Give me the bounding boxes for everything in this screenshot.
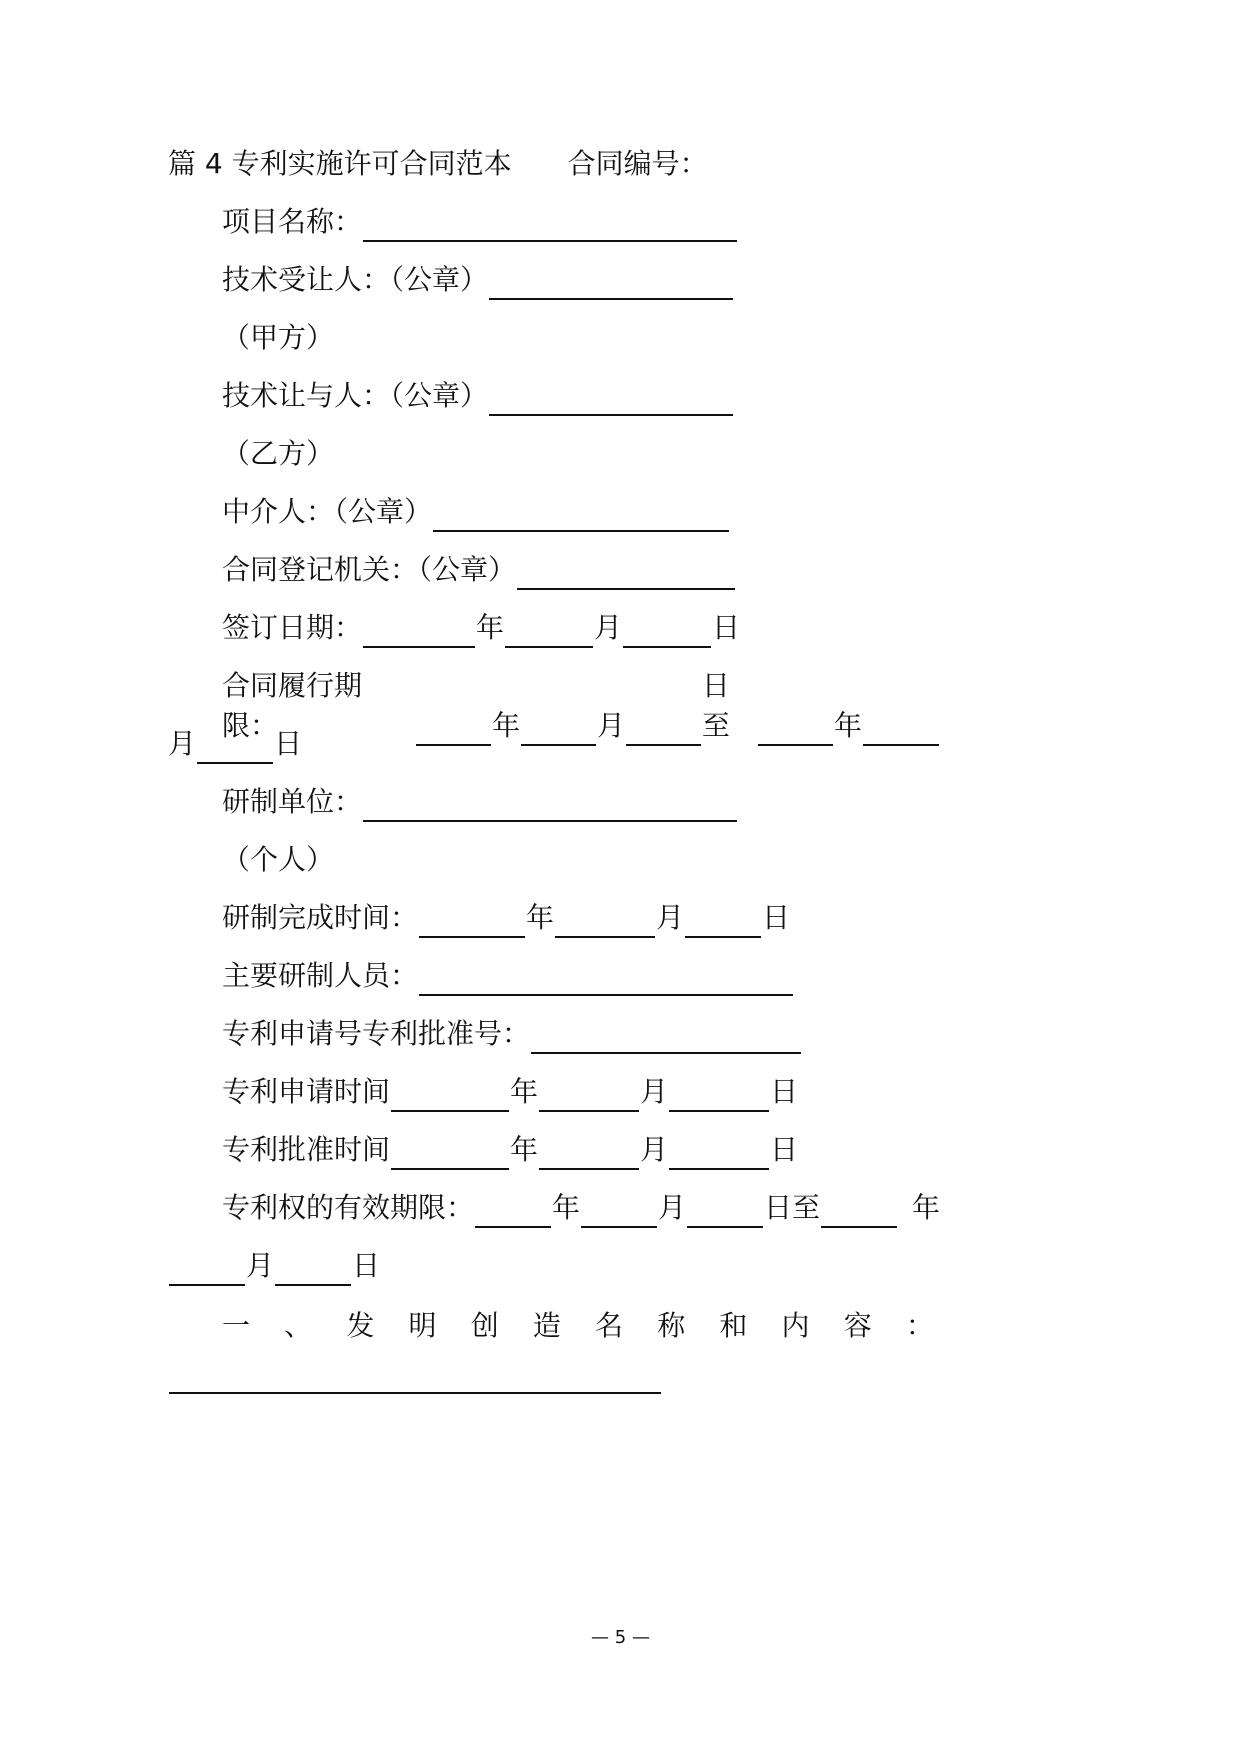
section-1-char: 造 <box>532 1309 561 1342</box>
dev-unit-blank[interactable] <box>363 792 737 822</box>
section-1-blank-row <box>168 1364 662 1394</box>
year-label: 年 <box>911 1191 940 1224</box>
term-end-day-blank[interactable] <box>197 734 273 764</box>
validity-end-day-blank[interactable] <box>275 1256 351 1286</box>
term-row <box>222 666 940 746</box>
individual-label: （个人） <box>222 843 335 876</box>
section-1-char: 明 <box>408 1309 437 1342</box>
transferee-blank[interactable] <box>489 270 733 300</box>
section-1-char: ： <box>905 1309 934 1342</box>
year-label: 年 <box>510 1133 539 1166</box>
patent-apply-row <box>222 1072 798 1112</box>
month-label: 月 <box>246 1249 275 1282</box>
year-label: 年 <box>476 611 505 644</box>
day-label: 日 <box>352 1249 381 1282</box>
term-start-year-blank[interactable] <box>416 716 491 746</box>
section-1-char: 一 <box>222 1309 251 1342</box>
main-dev-label: 主要研制人员： <box>222 959 419 992</box>
dev-unit-label: 研制单位： <box>222 785 363 818</box>
patent-apply-day-blank[interactable] <box>669 1082 769 1112</box>
section-1-char: 发 <box>346 1309 375 1342</box>
month-label: 月 <box>640 1133 669 1166</box>
heading-contract-number-label: 合同编号： <box>567 147 708 180</box>
patent-grant-year-blank[interactable] <box>391 1140 509 1170</box>
party-b-row <box>222 434 334 474</box>
dev-unit-row <box>222 782 738 822</box>
month-label: 月 <box>168 727 197 760</box>
validity-row-continued <box>168 1246 380 1286</box>
intermediary-row <box>222 492 730 532</box>
section-1-char: 创 <box>470 1309 499 1342</box>
registration-blank[interactable] <box>517 560 735 590</box>
page-number: — 5 — <box>591 1627 650 1648</box>
patent-number-blank[interactable] <box>531 1024 801 1054</box>
day-to-label: 日至 <box>764 1191 821 1224</box>
transferee-label: 技术受让人：（公章） <box>222 263 489 296</box>
project-name-label: 项目名称： <box>222 205 363 238</box>
patent-number-label: 专利申请号专利批准号： <box>222 1017 531 1050</box>
term-end-month-blank[interactable] <box>863 716 939 746</box>
validity-end-year-blank[interactable] <box>821 1198 897 1228</box>
party-a-label: （甲方） <box>222 321 335 354</box>
year-label: 年 <box>526 901 555 934</box>
sign-date-row <box>222 608 740 648</box>
term-label: 合同履行期限： <box>222 669 363 742</box>
section-1-blank[interactable] <box>169 1364 661 1394</box>
document-heading <box>168 144 708 184</box>
validity-start-year-blank[interactable] <box>475 1198 551 1228</box>
section-1-char: 和 <box>719 1309 748 1342</box>
day-label: 日 <box>274 727 303 760</box>
year-label: 年 <box>833 709 862 742</box>
validity-start-day-blank[interactable] <box>687 1198 763 1228</box>
heading-title: 篇 4 专利实施许可合同范本 <box>168 147 512 180</box>
individual-row <box>222 840 334 880</box>
day-to-label: 日至 <box>701 669 730 742</box>
patent-grant-day-blank[interactable] <box>669 1140 769 1170</box>
validity-label: 专利权的有效期限： <box>222 1191 475 1224</box>
dev-complete-row <box>222 898 790 938</box>
patent-grant-row <box>222 1130 798 1170</box>
sign-month-blank[interactable] <box>505 618 593 648</box>
section-1-char: 名 <box>595 1309 624 1342</box>
patent-grant-label: 专利批准时间 <box>222 1133 391 1166</box>
patent-apply-label: 专利申请时间 <box>222 1075 391 1108</box>
registration-label: 合同登记机关：（公章） <box>222 553 517 586</box>
section-1-char: 内 <box>781 1309 810 1342</box>
term-start-month-blank[interactable] <box>521 716 596 746</box>
transferor-row <box>222 376 734 416</box>
patent-apply-month-blank[interactable] <box>539 1082 639 1112</box>
registration-row <box>222 550 736 590</box>
party-a-row <box>222 318 334 358</box>
validity-row <box>222 1188 940 1228</box>
patent-number-row <box>222 1014 802 1054</box>
main-dev-blank[interactable] <box>419 966 793 996</box>
intermediary-blank[interactable] <box>433 502 729 532</box>
dev-complete-label: 研制完成时间： <box>222 901 419 934</box>
transferor-label: 技术让与人：（公章） <box>222 379 489 412</box>
sign-day-blank[interactable] <box>623 618 711 648</box>
validity-end-month-blank[interactable] <box>169 1256 245 1286</box>
project-name-row <box>222 202 738 242</box>
party-b-label: （乙方） <box>222 437 335 470</box>
transferee-row <box>222 260 734 300</box>
year-label: 年 <box>552 1191 581 1224</box>
patent-apply-year-blank[interactable] <box>391 1082 509 1112</box>
project-name-blank[interactable] <box>363 212 737 242</box>
intermediary-label: 中介人：（公章） <box>222 495 433 528</box>
month-label: 月 <box>658 1191 687 1224</box>
day-label: 日 <box>762 901 791 934</box>
month-label: 月 <box>594 611 623 644</box>
sign-date-label: 签订日期： <box>222 611 363 644</box>
main-dev-row <box>222 956 794 996</box>
dev-complete-year-blank[interactable] <box>419 908 525 938</box>
validity-start-month-blank[interactable] <box>581 1198 657 1228</box>
section-1-char: 称 <box>657 1309 686 1342</box>
dev-complete-month-blank[interactable] <box>555 908 655 938</box>
transferor-blank[interactable] <box>489 386 733 416</box>
year-label: 年 <box>492 709 521 742</box>
term-start-day-blank[interactable] <box>626 716 701 746</box>
year-label: 年 <box>510 1075 539 1108</box>
term-row-continued <box>168 724 302 764</box>
sign-year-blank[interactable] <box>363 618 475 648</box>
month-label: 月 <box>656 901 685 934</box>
term-end-year-blank[interactable] <box>758 716 833 746</box>
month-label: 月 <box>640 1075 669 1108</box>
day-label: 日 <box>770 1075 799 1108</box>
section-1-char: 、 <box>284 1309 313 1342</box>
month-label: 月 <box>596 709 625 742</box>
dev-complete-day-blank[interactable] <box>685 908 761 938</box>
section-1-char: 容 <box>843 1309 872 1342</box>
patent-grant-month-blank[interactable] <box>539 1140 639 1170</box>
day-label: 日 <box>770 1133 799 1166</box>
section-1-heading <box>222 1306 934 1346</box>
day-label: 日 <box>712 611 741 644</box>
